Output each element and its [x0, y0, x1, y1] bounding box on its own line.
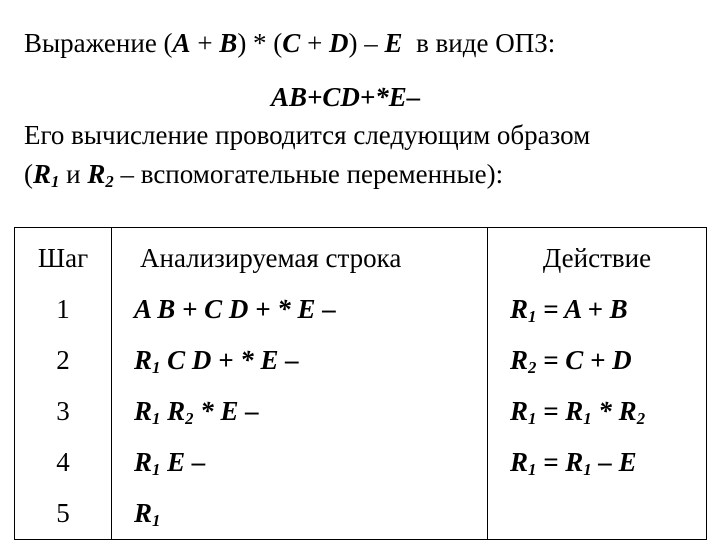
- subscript: 1: [152, 460, 161, 480]
- step-cell: 2: [15, 335, 112, 386]
- text-fragment: Выражение (: [24, 28, 173, 58]
- var-a: A: [172, 28, 191, 58]
- subscript: 1: [528, 409, 537, 429]
- table-row: [15, 437, 707, 488]
- text-fragment: = A + B: [536, 294, 628, 324]
- intro-line-evaluation: Его вычисление проводится следующим образом: [24, 120, 591, 150]
- subscript: 2: [185, 409, 194, 429]
- text-fragment: R: [510, 345, 529, 375]
- var-c: C: [282, 28, 301, 58]
- text-fragment: = R: [536, 396, 584, 426]
- text-fragment: R: [510, 447, 529, 477]
- string-cell: [112, 335, 488, 386]
- text-fragment: – вспомогательные переменные):: [113, 159, 504, 189]
- text-fragment: – E: [591, 447, 637, 477]
- string-cell: [112, 437, 488, 488]
- text-fragment: R: [134, 498, 153, 528]
- text-fragment: и: [59, 159, 88, 189]
- text-fragment: E –: [160, 447, 206, 477]
- step-cell: 4: [15, 437, 112, 488]
- evaluation-table: [14, 227, 707, 540]
- subscript: 1: [152, 358, 161, 378]
- header-step: Шаг: [15, 228, 112, 285]
- intro-line-variables: [24, 159, 503, 190]
- subscript: 2: [528, 358, 537, 378]
- action-cell: [488, 386, 707, 437]
- var-e: E: [384, 28, 403, 58]
- text-fragment: * E –: [193, 396, 259, 426]
- step-cell: 1: [15, 284, 112, 335]
- table-header-row: [15, 228, 707, 285]
- text-fragment: = R: [536, 447, 584, 477]
- subscript: 1: [583, 409, 592, 429]
- string-cell: [112, 488, 488, 540]
- intro-line-expression: [24, 28, 555, 59]
- table-row: [15, 386, 707, 437]
- text-fragment: +: [300, 28, 330, 58]
- text-fragment: ) * (: [237, 28, 283, 58]
- text-fragment: (: [24, 159, 33, 189]
- text-fragment: = C + D: [536, 345, 632, 375]
- text-fragment: R: [510, 396, 529, 426]
- text-fragment: R: [160, 396, 186, 426]
- text-fragment: R: [134, 447, 153, 477]
- text-fragment: * R: [591, 396, 637, 426]
- table-row: [15, 488, 707, 540]
- table-row: [15, 335, 707, 386]
- var-r: R: [87, 159, 106, 189]
- text-fragment: R: [510, 294, 529, 324]
- string-cell: A B + C D + * E –: [112, 284, 488, 335]
- string-cell: [112, 386, 488, 437]
- text-fragment: +: [190, 28, 220, 58]
- subscript: 1: [152, 409, 161, 429]
- action-cell-empty: [488, 488, 707, 540]
- subscript: 1: [528, 460, 537, 480]
- opz-expression: AB+CD+*E–: [271, 82, 421, 112]
- subscript: 2: [636, 409, 646, 429]
- subscript: 1: [583, 460, 592, 480]
- table-row: [15, 284, 707, 335]
- text-fragment: R: [134, 396, 153, 426]
- var-d: D: [329, 28, 349, 58]
- var-r: R: [33, 159, 52, 189]
- subscript: 1: [152, 511, 161, 531]
- text-fragment: R: [134, 345, 153, 375]
- action-cell: [488, 437, 707, 488]
- step-cell: 5: [15, 488, 112, 540]
- subscript: 1: [528, 307, 537, 327]
- text-fragment: ) –: [348, 28, 385, 58]
- step-cell: 3: [15, 386, 112, 437]
- text-fragment: в виде ОПЗ:: [402, 28, 556, 58]
- subscript: 2: [105, 172, 114, 192]
- subscript: 1: [51, 172, 60, 192]
- text-fragment: C D + * E –: [160, 345, 299, 375]
- header-string: Анализируемая строка: [112, 228, 488, 285]
- action-cell: [488, 335, 707, 386]
- var-b: B: [219, 28, 238, 58]
- action-cell: [488, 284, 707, 335]
- header-action: Действие: [488, 228, 707, 285]
